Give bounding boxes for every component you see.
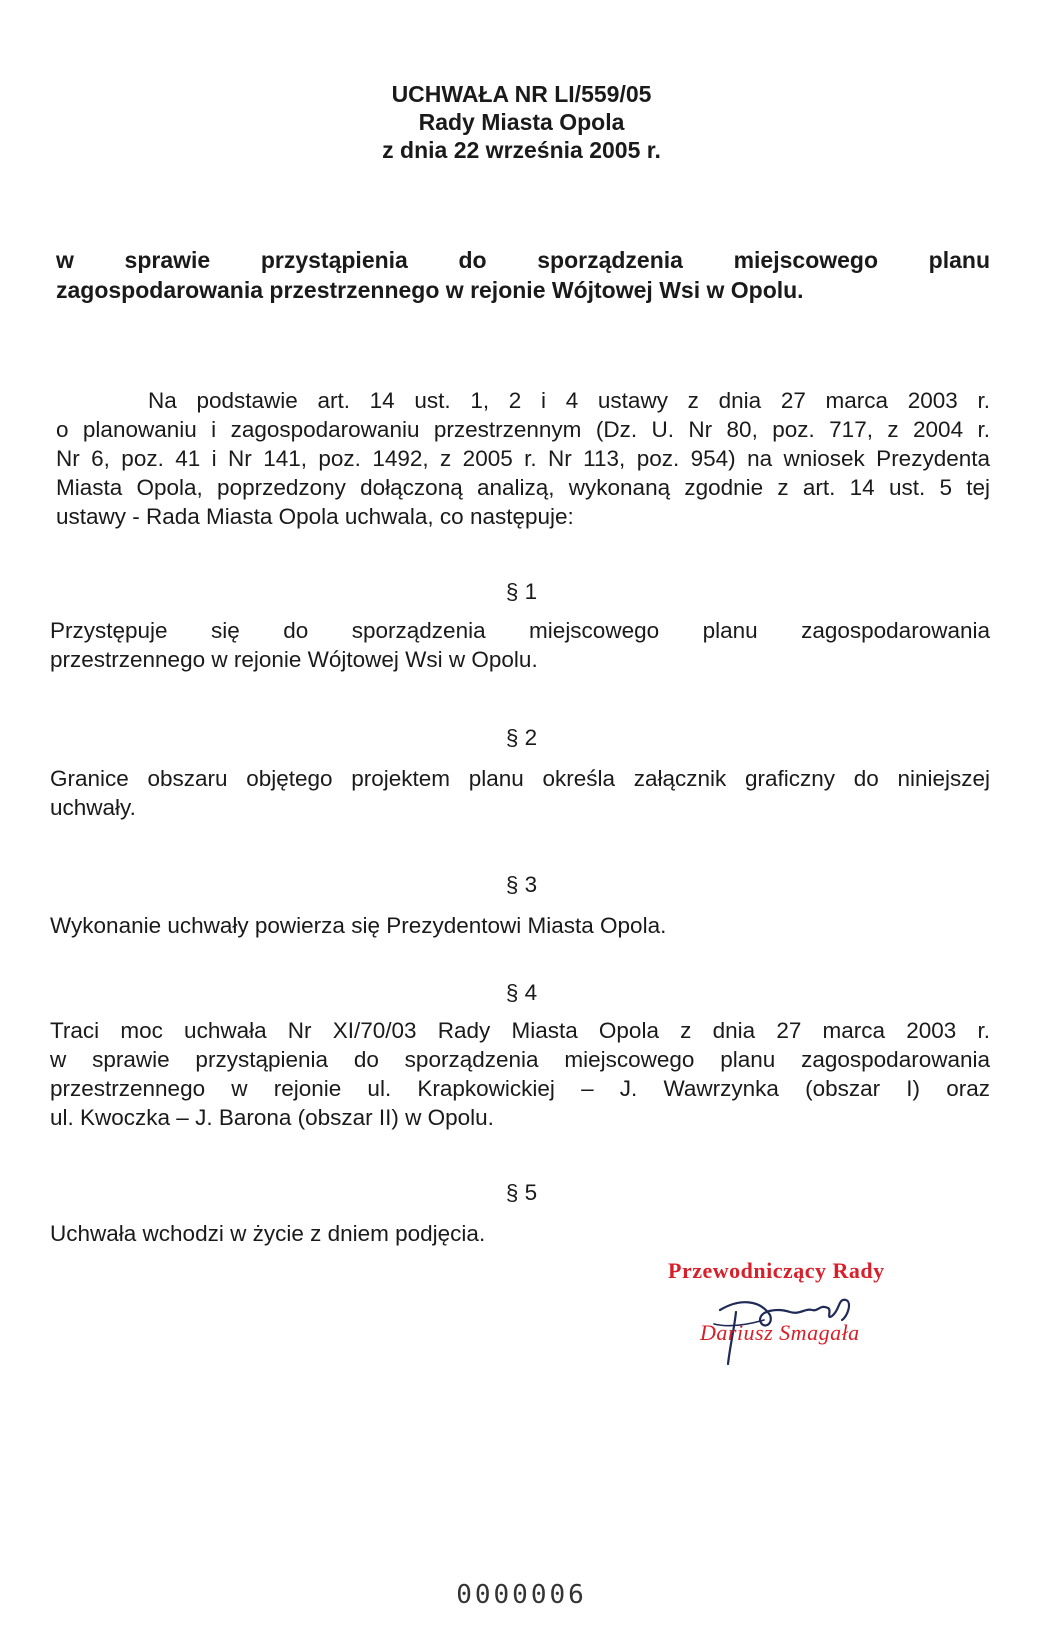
- page-number: 0000006: [456, 1580, 587, 1610]
- subject-line: zagospodarowania przestrzennego w rejonie Wójtowej Wsi w Opolu.: [56, 277, 804, 303]
- section-line: przestrzennego w rejonie Wójtowej Wsi w Opolu.: [50, 647, 538, 672]
- section-2-text: [50, 764, 990, 822]
- signatory-name: Dariusz Smagała: [700, 1320, 860, 1345]
- section-line: Traci moc uchwała Nr XI/70/03 Rady Miasta Opola z dnia 27 marca 2003 r.: [50, 1018, 990, 1043]
- basis-line: o planowaniu i zagospodarowaniu przestrzennym (Dz. U. Nr 80, poz. 717, z 2004 r.: [56, 417, 990, 442]
- resolution-date: z dnia 22 września 2005 r.: [382, 137, 661, 163]
- section-4-text: [50, 1016, 990, 1132]
- section-line: Wykonanie uchwały powierza się Prezydentowi Miasta Opola.: [50, 913, 667, 938]
- section-5-text: [50, 1219, 990, 1248]
- legal-basis: [56, 386, 990, 531]
- basis-line: Miasta Opola, poprzedzony dołączoną analizą, wykonaną zgodnie z art. 14 ust. 5 tej: [56, 475, 990, 500]
- section-line: uchwały.: [50, 795, 136, 820]
- signature-title: Przewodniczący Rady: [668, 1258, 885, 1283]
- section-line: Granice obszaru objętego projektem planu określa załącznik graficzny do niniejszej: [50, 766, 990, 791]
- section-line: Przystępuje się do sporządzenia miejscowego planu zagospodarowania: [50, 618, 990, 643]
- basis-line: ustawy - Rada Miasta Opola uchwala, co następuje:: [56, 504, 574, 529]
- basis-line: Na podstawie art. 14 ust. 1, 2 i 4 ustawy z dnia 27 marca 2003 r.: [148, 388, 990, 413]
- section-line: przestrzennego w rejonie ul. Krapkowickiej – J. Wawrzynka (obszar I) oraz: [50, 1076, 990, 1101]
- section-line: ul. Kwoczka – J. Barona (obszar II) w Opolu.: [50, 1105, 494, 1130]
- council-name: Rady Miasta Opola: [418, 109, 625, 135]
- section-line: Uchwała wchodzi w życie z dniem podjęcia.: [50, 1221, 486, 1246]
- section-1-text: [50, 616, 990, 674]
- resolution-subject: [56, 245, 990, 305]
- basis-line: Nr 6, poz. 41 i Nr 141, poz. 1492, z 2005 r. Nr 113, poz. 954) na wniosek Prezydenta: [56, 446, 990, 471]
- section-line: w sprawie przystąpienia do sporządzenia miejscowego planu zagospodarowania: [50, 1047, 990, 1072]
- section-3-text: [50, 911, 990, 940]
- section-1-mark: § 1: [505, 579, 538, 604]
- resolution-number: UCHWAŁA NR LI/559/05: [391, 81, 652, 107]
- section-3-mark: § 3: [505, 872, 538, 897]
- section-5-mark: § 5: [505, 1180, 538, 1205]
- subject-line: w sprawie przystąpienia do sporządzenia miejscowego planu: [56, 247, 990, 273]
- section-4-mark: § 4: [505, 980, 538, 1005]
- section-2-mark: § 2: [505, 725, 538, 750]
